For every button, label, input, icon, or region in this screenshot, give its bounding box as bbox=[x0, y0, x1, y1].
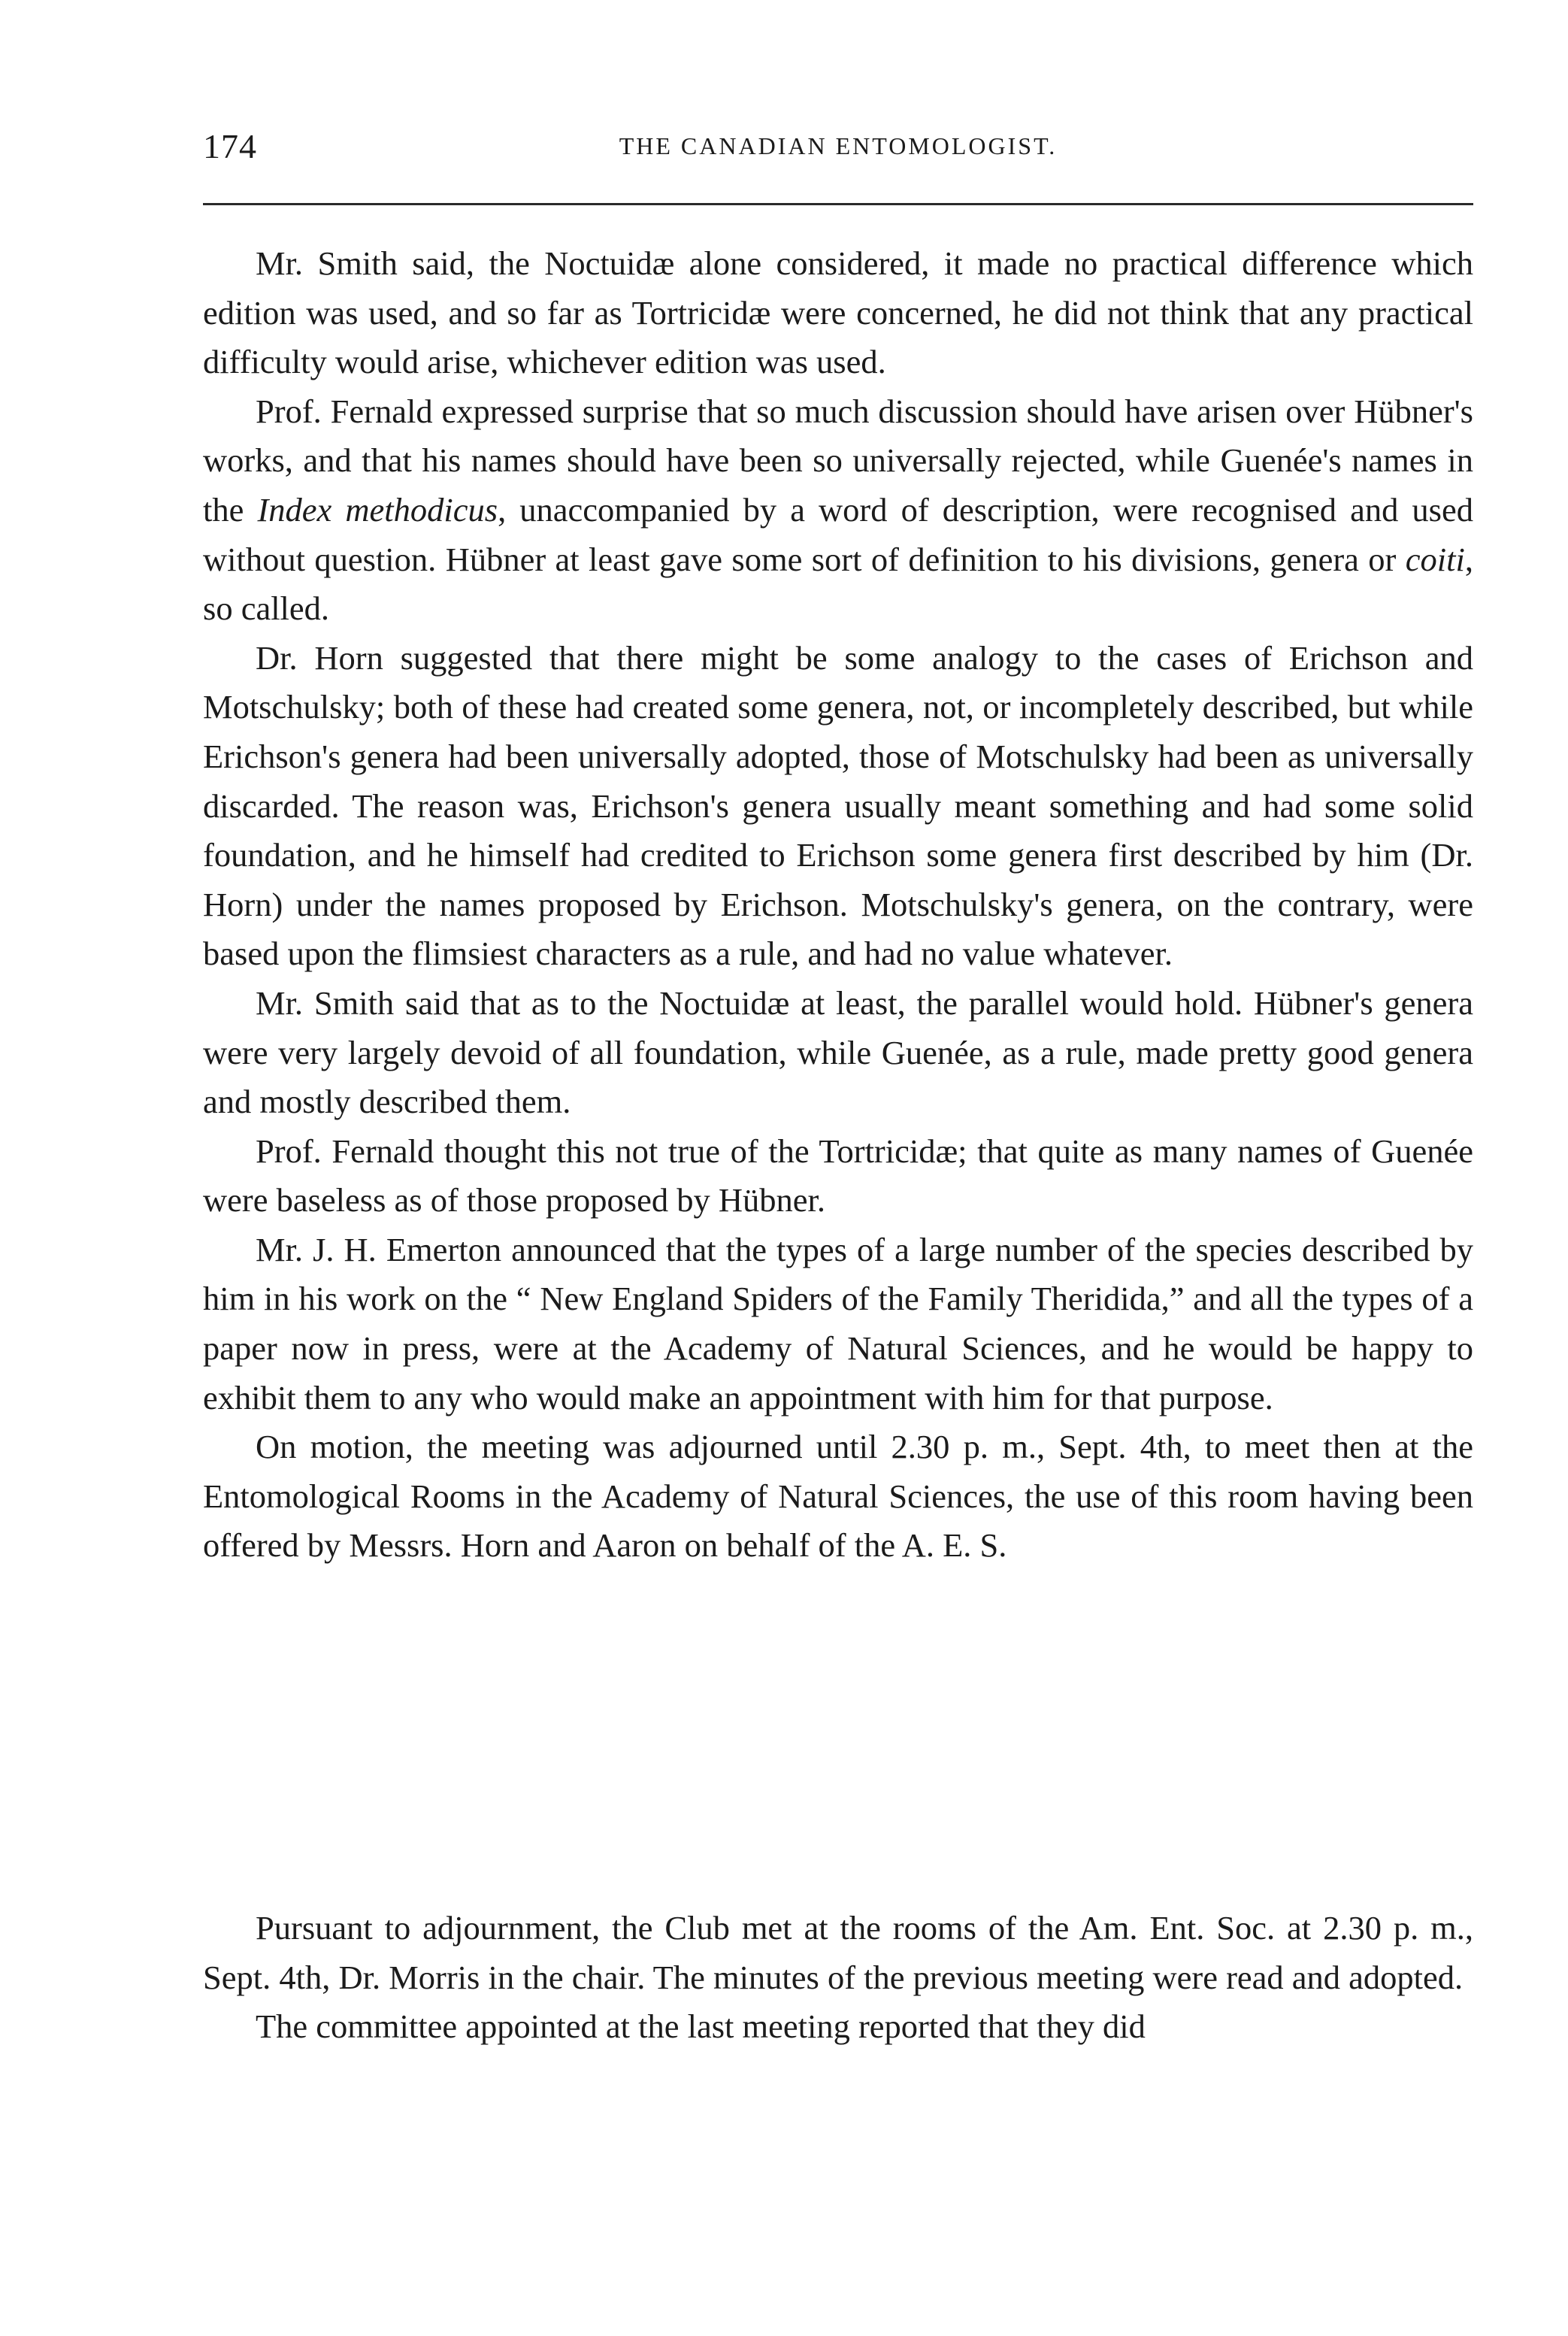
page-number: 174 bbox=[203, 127, 257, 165]
paragraph-smith-editions: Mr. Smith said, the Noctuidæ alone considered, it made no practical difference which edition was used, and so far as Tortricidæ were concerned, he did not think that any practical difficulty would arise, whichever edition was used. bbox=[203, 244, 1473, 381]
paragraph-smith-parallel: Mr. Smith said that as to the Noctuidæ at least, the parallel would hold. Hübner's genera were very largely devoid of all foundation, while Guenée, as a rule, made pretty good genera and mostly described them. bbox=[203, 983, 1473, 1121]
header-rule bbox=[203, 203, 1473, 205]
paragraph-fernald-tortricidae: Prof. Fernald thought this not true of the Tortricidæ; that quite as many names of Guenée were baseless as of those proposed by Hübner. bbox=[203, 1132, 1473, 1220]
paragraph-committee: The committee appointed at the last meeting reported that they did bbox=[256, 2007, 1146, 2046]
paragraph-adjournment-motion: On motion, the meeting was adjourned until 2.30 p. m., Sept. 4th, to meet then at the Entomological Rooms in the Academy of Natural Sciences, the use of this room having been offered by Messrs. Horn and Aaron on behalf of the A. E. S. bbox=[203, 1428, 1473, 1565]
italic-term: coiti bbox=[1405, 540, 1465, 578]
paragraph-emerton-types: Mr. J. H. Emerton announced that the types of a large number of the species described by him in his work on the “ New England Spiders of the Family Theridida,” and all the types of a paper now in press, were at the Academy of Natural Sciences, and he would be happy to exhibit them to any who would make an appointment with him for that purpose. bbox=[203, 1230, 1473, 1416]
minutes-after-adjournment bbox=[203, 1904, 1473, 2052]
running-title: THE CANADIAN ENTOMOLOGIST. bbox=[619, 132, 1058, 159]
minutes-before-adjournment bbox=[203, 239, 1473, 1571]
italic-title: Index methodicus bbox=[257, 490, 498, 529]
running-head bbox=[203, 126, 1473, 171]
paragraph-pursuant: Pursuant to adjournment, the Club met at the rooms of the Am. Ent. Soc. at 2.30 p. m., Sept. 4th, Dr. Morris in the chair. The minutes of the previous meeting were read and adopted. bbox=[203, 1909, 1473, 1996]
paragraph-horn-analogy: Dr. Horn suggested that there might be some analogy to the cases of Erichson and Motschulsky; both of these had created some genera, not, or incompletely described, but while Erichson's genera had been universally adopted, those of Motschulsky had been as universally discarded. The reason was, Erichson's genera usually meant something and had some solid foundation, and he himself had credited to Erichson some genera first described by him (Dr. Horn) under the names proposed by Erichson. Motschulsky's genera, on the contrary, were based upon the flimsiest characters as a rule, and had no value whatever. bbox=[203, 638, 1473, 973]
paragraph-fernald-hubner: Prof. Fernald expressed surprise that so much discussion should have arisen over Hübner's works, and that his names should have been so universally rejected, while Guenée's names in the Index methodicus, unaccompanied by a word of description, were recognised and used without question. Hübner at least gave some sort of definition to his divisions, genera or coiti, so called. bbox=[203, 392, 1473, 628]
